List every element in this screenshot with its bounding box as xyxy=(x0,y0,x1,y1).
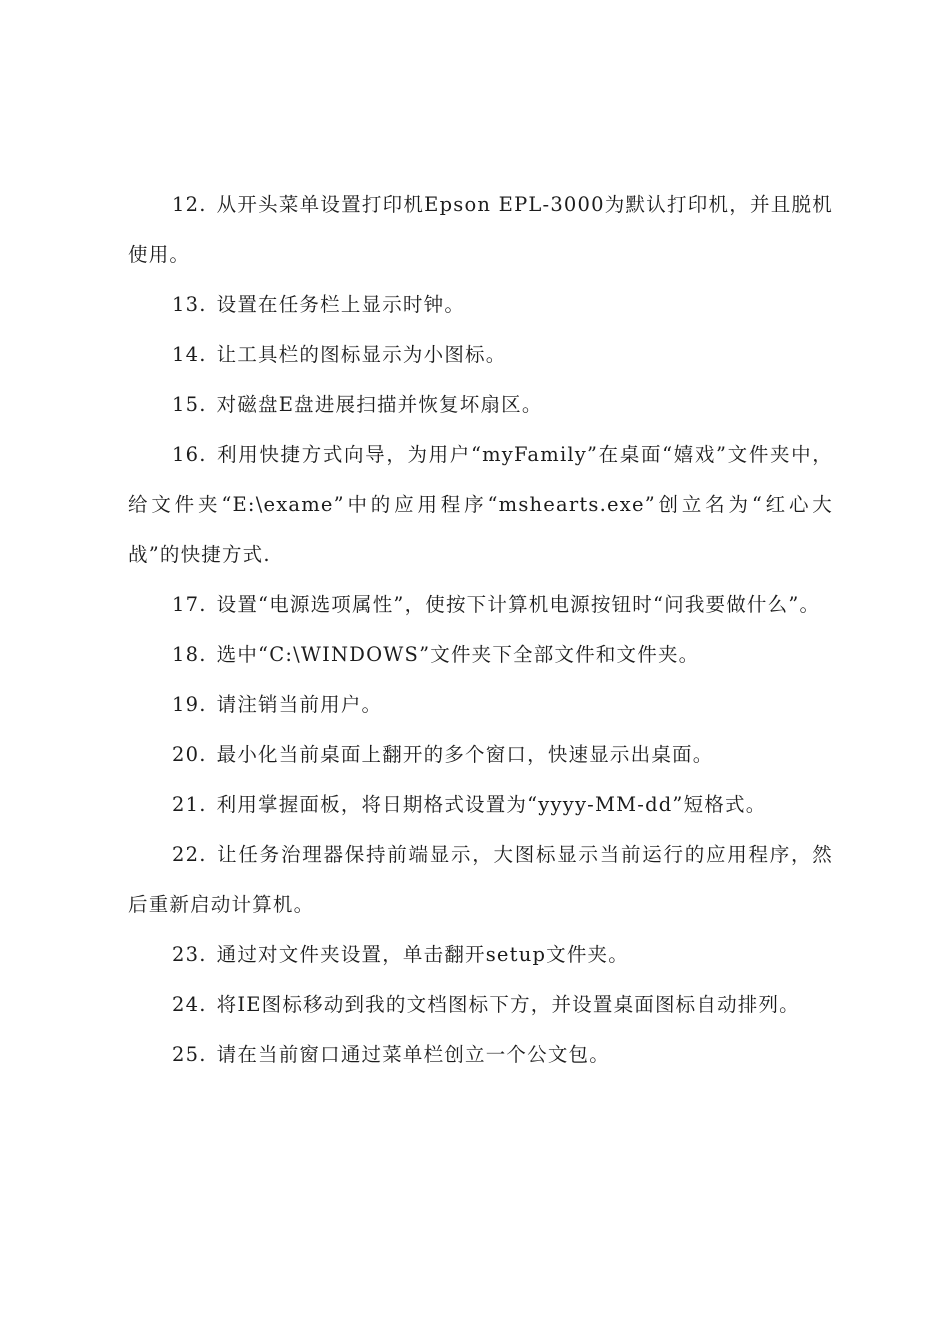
item-number: 13. xyxy=(172,293,207,316)
list-item-21 xyxy=(128,780,833,830)
list-item-13 xyxy=(128,280,833,330)
list-item-16 xyxy=(128,430,833,580)
list-item-24 xyxy=(128,980,833,1030)
item-number: 25. xyxy=(172,1043,207,1066)
item-text: 利用快捷方式向导，为用户“myFamily”在桌面“嬉戏”文件夹中，给文件夹“E:\exame”中的应用程序“mshearts.exe”创立名为“红心大战”的快捷方式. xyxy=(128,443,833,566)
item-number: 14. xyxy=(172,343,207,366)
item-number: 23. xyxy=(172,943,207,966)
list-item-25 xyxy=(128,1030,833,1080)
item-number: 19. xyxy=(172,693,207,716)
item-text: 最小化当前桌面上翻开的多个窗口，快速显示出桌面。 xyxy=(216,743,714,766)
list-item-12 xyxy=(128,180,833,280)
item-number: 21. xyxy=(172,793,207,816)
item-number: 18. xyxy=(172,643,207,666)
list-item-14 xyxy=(128,330,833,380)
item-text: 设置“电源选项属性”，使按下计算机电源按钮时“问我要做什么”。 xyxy=(216,593,821,616)
item-text: 从开头菜单设置打印机Epson EPL-3000为默认打印机，并且脱机使用。 xyxy=(128,193,833,266)
document-body xyxy=(128,180,833,1080)
item-text: 对磁盘E盘进展扫描并恢复坏扇区。 xyxy=(216,393,543,416)
item-text: 让工具栏的图标显示为小图标。 xyxy=(216,343,507,366)
list-item-23 xyxy=(128,930,833,980)
item-text: 让任务治理器保持前端显示，大图标显示当前运行的应用程序，然后重新启动计算机。 xyxy=(128,843,833,916)
item-text: 请在当前窗口通过菜单栏创立一个公文包。 xyxy=(216,1043,610,1066)
item-text: 选中“C:\WINDOWS”文件夹下全部文件和文件夹。 xyxy=(216,643,700,666)
list-item-17 xyxy=(128,580,833,630)
item-number: 20. xyxy=(172,743,207,766)
item-text: 利用掌握面板，将日期格式设置为“yyyy-MM-dd”短格式。 xyxy=(216,793,767,816)
list-item-22 xyxy=(128,830,833,930)
item-text: 将IE图标移动到我的文档图标下方，并设置桌面图标自动排列。 xyxy=(216,993,800,1016)
item-number: 12. xyxy=(172,193,207,216)
item-number: 22. xyxy=(172,843,207,866)
item-number: 24. xyxy=(172,993,207,1016)
list-item-19 xyxy=(128,680,833,730)
item-number: 15. xyxy=(172,393,207,416)
list-item-20 xyxy=(128,730,833,780)
item-text: 设置在任务栏上显示时钟。 xyxy=(216,293,466,316)
list-item-18 xyxy=(128,630,833,680)
item-number: 16. xyxy=(172,443,207,466)
item-number: 17. xyxy=(172,593,207,616)
list-item-15 xyxy=(128,380,833,430)
item-text: 通过对文件夹设置，单击翻开setup文件夹。 xyxy=(216,943,629,966)
item-text: 请注销当前用户。 xyxy=(216,693,383,716)
